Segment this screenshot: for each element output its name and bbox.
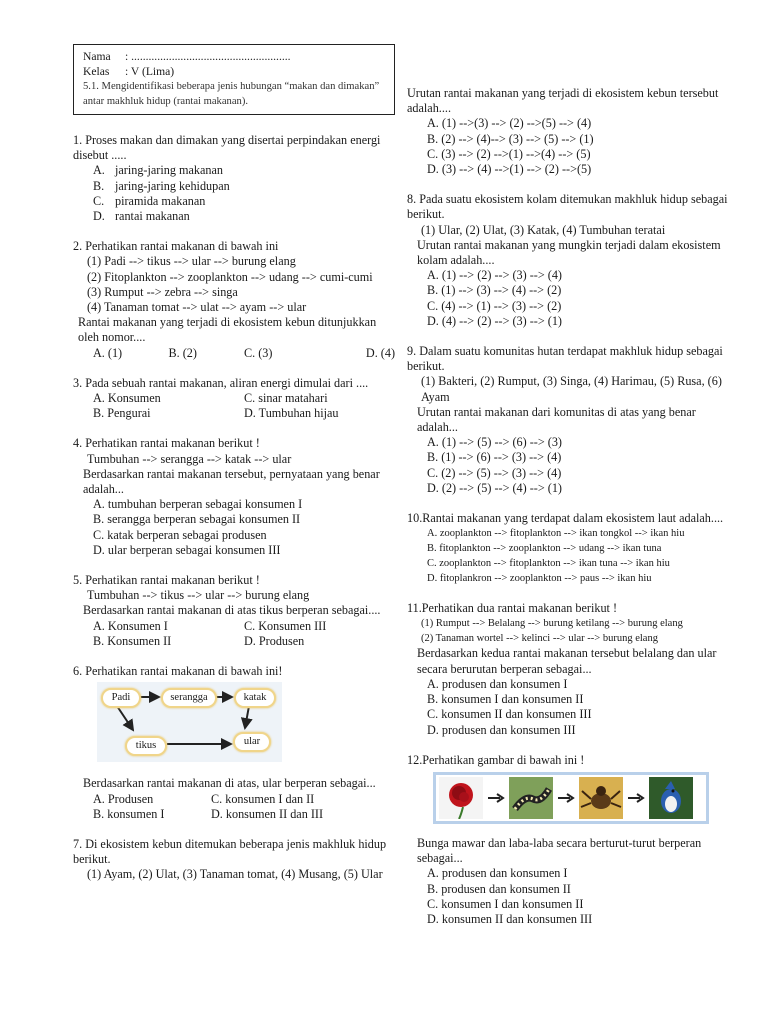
option-letter: C. bbox=[93, 193, 105, 208]
question-8 bbox=[407, 192, 729, 329]
question-text: 4. Perhatikan rantai makanan berikut ! bbox=[73, 436, 260, 451]
arrow-right-icon bbox=[486, 793, 506, 803]
food-chain-photo-strip bbox=[433, 772, 709, 824]
food-chain-diagram bbox=[97, 682, 282, 762]
question-text: 3. Pada sebuah rantai makanan, aliran energi dimulai dari .... bbox=[73, 375, 369, 390]
chain: Tumbuhan --> serangga --> katak --> ular bbox=[87, 451, 292, 466]
option-a: A. zooplankton --> fitoplankton --> ikan tongkol --> ikan hiu bbox=[427, 528, 685, 540]
option-d: D. konsumen II dan III bbox=[211, 806, 324, 821]
question-prompt: Urutan rantai makanan yang terjadi di ekosistem kebun tersebut adalah.... bbox=[407, 86, 719, 116]
option-b: B. produsen dan konsumen II bbox=[427, 881, 571, 896]
question-6 bbox=[73, 664, 395, 822]
question-text: 7. Di ekosistem kebun ditemukan beberapa jenis makhluk hidup berikut. bbox=[73, 836, 387, 867]
option-b: B. (2) --> (4)--> (3) --> (5) --> (1) bbox=[427, 131, 594, 146]
option-c: piramida makanan bbox=[115, 193, 206, 208]
question-9 bbox=[407, 344, 729, 496]
question-1 bbox=[73, 133, 395, 224]
question-prompt: Rantai makanan yang terjadi di ekosistem kebun ditunjukkan oleh nomor.... bbox=[78, 315, 377, 345]
arrow-right-icon bbox=[626, 793, 646, 803]
arrow-katak-ular bbox=[245, 706, 249, 728]
option-c: C. Konsumen III bbox=[244, 618, 327, 633]
spider-icon bbox=[579, 777, 623, 819]
option-c: C. zooplankton --> fitoplankton --> ikan tuna --> ikan hiu bbox=[427, 558, 670, 570]
option-a: A. Konsumen I bbox=[93, 618, 168, 633]
option-b: B. konsumen I dan konsumen II bbox=[427, 692, 584, 707]
option-c: C. konsumen II dan konsumen III bbox=[427, 707, 592, 722]
options-grid bbox=[73, 391, 395, 421]
option-d: D. Tumbuhan hijau bbox=[244, 406, 339, 421]
arrow-right-icon bbox=[556, 793, 576, 803]
question-text: 11.Perhatikan dua rantai makanan berikut ! bbox=[407, 601, 618, 616]
option-a: A. produsen dan konsumen I bbox=[427, 676, 568, 691]
option-b: B. serangga berperan sebagai konsumen II bbox=[93, 512, 301, 527]
question-text: 10.Rantai makanan yang terdapat dalam ekosistem laut adalah.... bbox=[407, 511, 724, 526]
question-prompt: Berdasarkan rantai makanan di atas tikus berperan sebagai.... bbox=[83, 603, 381, 618]
question-4 bbox=[73, 436, 395, 558]
question-11 bbox=[407, 601, 729, 737]
option-d: D. konsumen II dan konsumen III bbox=[427, 911, 593, 926]
name-label: Nama bbox=[83, 50, 111, 63]
caterpillar-icon bbox=[509, 777, 553, 819]
option-b: B. konsumen I bbox=[93, 806, 165, 821]
question-text: 12.Perhatikan gambar di bawah ini ! bbox=[407, 752, 585, 767]
option-a: A. produsen dan konsumen I bbox=[427, 866, 568, 881]
option-d: rantai makanan bbox=[115, 209, 190, 224]
question-10 bbox=[407, 511, 729, 586]
option-c: C. (2) --> (5) --> (3) --> (4) bbox=[427, 465, 562, 480]
student-header-box bbox=[73, 44, 395, 115]
question-text: 6. Perhatikan rantai makanan di bawah ini! bbox=[73, 664, 283, 679]
option-c: C. (3) --> (2) -->(1) -->(4) --> (5) bbox=[427, 146, 591, 161]
option-c: C. konsumen I dan II bbox=[211, 791, 315, 806]
question-7-continued bbox=[407, 86, 729, 177]
question-text: 5. Perhatikan rantai makanan berikut ! bbox=[73, 573, 260, 588]
option-a: A. (1) -->(3) --> (2) -->(5) --> (4) bbox=[427, 116, 592, 131]
options-grid bbox=[73, 619, 395, 649]
organisms-list: (1) Ayam, (2) Ulat, (3) Tanaman tomat, (4) Musang, (5) Ular bbox=[87, 867, 383, 882]
chain-2: (2) Tanaman wortel --> kelinci --> ular --> burung elang bbox=[421, 633, 658, 645]
option-d: D. (2) --> (5) --> (4) --> (1) bbox=[427, 480, 562, 495]
option-letter: D. bbox=[93, 209, 105, 224]
class-label: Kelas bbox=[83, 65, 110, 78]
option-d: D. fitoplankron --> zooplankton --> paus --> ikan hiu bbox=[427, 573, 652, 585]
question-12 bbox=[407, 753, 729, 927]
option-a: A. tumbuhan berperan sebagai konsumen I bbox=[93, 497, 303, 512]
option-d: D. (4) --> (2) --> (3) --> (1) bbox=[427, 313, 562, 328]
question-3 bbox=[73, 376, 395, 422]
organisms-list: (1) Bakteri, (2) Rumput, (3) Singa, (4) Harimau, (5) Rusa, (6) Ayam bbox=[421, 374, 722, 404]
chain-4: (4) Tanaman tomat --> ulat --> ayam --> ular bbox=[87, 300, 307, 315]
node-serangga: serangga bbox=[161, 688, 217, 708]
option-letter: B. bbox=[93, 178, 105, 193]
option-b: B. (1) --> (3) --> (4) --> (2) bbox=[427, 283, 562, 298]
chain-1: (1) Padi --> tikus --> ular --> burung elang bbox=[87, 254, 296, 269]
option-b: B. Pengurai bbox=[93, 406, 151, 421]
chain: Tumbuhan --> tikus --> ular --> burung elang bbox=[87, 588, 310, 603]
node-ular: ular bbox=[233, 732, 271, 752]
question-text: 2. Perhatikan rantai makanan di bawah ini bbox=[73, 239, 279, 254]
blue-jay-bird-icon bbox=[649, 777, 693, 819]
node-tikus: tikus bbox=[125, 736, 167, 756]
option-a: A. (1) bbox=[93, 345, 123, 360]
option-c: C. konsumen I dan konsumen II bbox=[427, 896, 584, 911]
question-prompt: Urutan rantai makanan dari komunitas di atas yang benar adalah... bbox=[417, 404, 696, 435]
option-d: D. (4) bbox=[365, 345, 395, 360]
node-katak: katak bbox=[234, 688, 276, 708]
option-b: B. fitoplankton --> zooplankton --> udang --> ikan tuna bbox=[427, 543, 662, 555]
option-b: jaring-jaring kehidupan bbox=[115, 178, 230, 193]
option-c: C. (4) --> (1) --> (3) --> (2) bbox=[427, 298, 562, 313]
question-prompt: Berdasarkan kedua rantai makanan tersebut belalang dan ular secara berurutan berperan sebagai... bbox=[417, 646, 717, 676]
question-2 bbox=[73, 239, 395, 361]
option-b: B. Konsumen II bbox=[93, 633, 172, 648]
option-letter: A. bbox=[93, 163, 105, 178]
question-text: 9. Dalam suatu komunitas hutan terdapat makhluk hidup sebagai berikut. bbox=[407, 344, 723, 374]
option-d: D. (3) --> (4) -->(1) --> (2) -->(5) bbox=[427, 162, 592, 177]
question-7 bbox=[73, 837, 395, 883]
option-a: jaring-jaring makanan bbox=[115, 163, 223, 178]
question-text: 8. Pada suatu ekosistem kolam ditemukan makhluk hidup sebagai berikut. bbox=[407, 192, 728, 222]
organisms-list: (1) Ular, (2) Ulat, (3) Katak, (4) Tumbuhan teratai bbox=[421, 222, 666, 237]
question-prompt: Bunga mawar dan laba-laba secara berturut-turut berperan sebagai... bbox=[417, 835, 702, 866]
name-field: : ....................................................... bbox=[125, 50, 291, 63]
option-a: A. Konsumen bbox=[93, 391, 161, 406]
option-a: A. Produsen bbox=[93, 791, 154, 806]
options-row bbox=[73, 346, 395, 361]
right-column bbox=[407, 86, 729, 942]
question-5 bbox=[73, 573, 395, 649]
chain-2: (2) Fitoplankton --> zooplankton --> udang --> cumi-cumi bbox=[87, 269, 373, 284]
chain-1: (1) Rumput --> Belalang --> burung ketilang --> burung elang bbox=[421, 618, 683, 630]
option-b: B. (1) --> (6) --> (3) --> (4) bbox=[427, 450, 562, 465]
option-c: C. katak berperan sebagai produsen bbox=[93, 527, 267, 542]
option-a: A. (1) --> (2) --> (3) --> (4) bbox=[427, 268, 562, 283]
options-grid bbox=[73, 792, 395, 822]
question-prompt: Berdasarkan rantai makanan di atas, ular berperan sebagai... bbox=[83, 776, 376, 791]
competency-text: 5.1. Mengidentifikasi beberapa jenis hubungan “makan dan dimakan” antar makhluk hidup (rantai makanan). bbox=[83, 81, 380, 107]
option-d: D. Produsen bbox=[244, 633, 305, 648]
question-prompt: Berdasarkan rantai makanan tersebut, pernyataan yang benar adalah... bbox=[83, 466, 380, 497]
chain-3: (3) Rumput --> zebra --> singa bbox=[87, 284, 238, 299]
class-value: : V (Lima) bbox=[125, 65, 175, 78]
arrow-padi-tikus bbox=[117, 706, 133, 730]
option-c: C. sinar matahari bbox=[244, 391, 328, 406]
option-d: D. ular berperan sebagai konsumen III bbox=[93, 542, 281, 557]
question-text: 1. Proses makan dan dimakan yang disertai perpindakan energi disebut ..... bbox=[73, 133, 381, 163]
node-padi: Padi bbox=[101, 688, 141, 708]
option-a: A. (1) --> (5) --> (6) --> (3) bbox=[427, 435, 562, 450]
rose-icon bbox=[439, 777, 483, 819]
left-column bbox=[73, 44, 395, 898]
option-b: B. (2) bbox=[168, 345, 197, 360]
option-d: D. produsen dan konsumen III bbox=[427, 722, 576, 737]
option-c: C. (3) bbox=[244, 345, 273, 360]
question-prompt: Urutan rantai makanan yang mungkin terjadi dalam ekosistem kolam adalah.... bbox=[417, 237, 721, 268]
